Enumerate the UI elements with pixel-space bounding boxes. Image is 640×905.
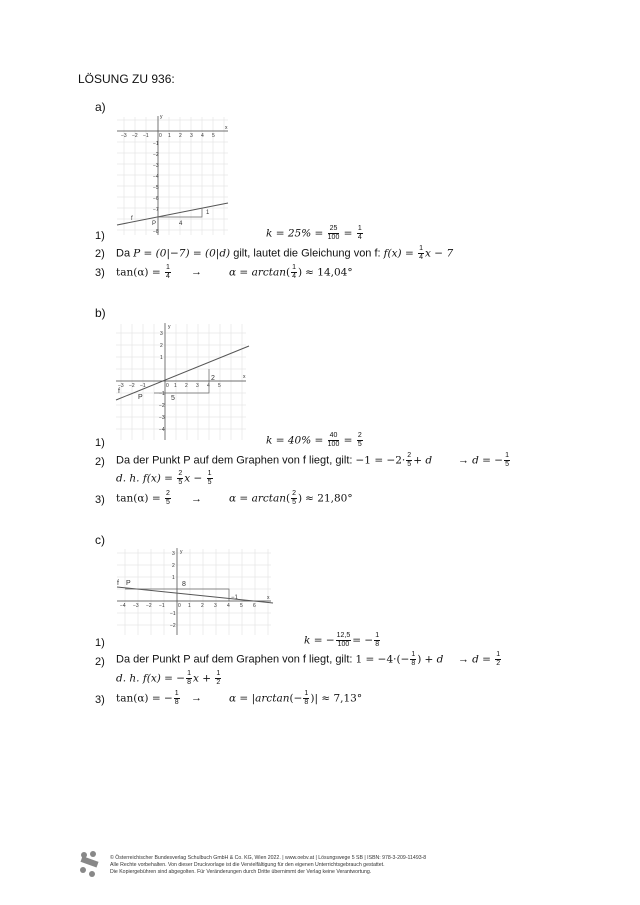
graph-c-rise-label: −1: [231, 595, 238, 601]
svg-text:2: 2: [185, 383, 188, 389]
part-c-num3: 3): [95, 694, 105, 706]
part-b-arrow: →: [191, 493, 202, 505]
svg-text:−5: −5: [153, 185, 159, 191]
svg-text:−4: −4: [153, 174, 159, 180]
svg-text:−7: −7: [153, 207, 159, 213]
svg-text:−1: −1: [140, 383, 146, 389]
part-a-k-frac1: $\frac{25}{100}$: [327, 225, 340, 241]
part-a-tan: tan(α) = $\frac{1}{4}$: [116, 264, 170, 280]
svg-text:4: 4: [201, 133, 204, 139]
svg-text:1: 1: [160, 355, 163, 361]
svg-text:4: 4: [207, 383, 210, 389]
svg-text:−2: −2: [146, 603, 152, 609]
part-a-alpha: α = arctan( $\frac{1}{4}$ ) ≈ 14,04°: [229, 264, 353, 280]
svg-text:−8: −8: [153, 229, 159, 235]
part-b-equation: Da der Punkt P auf dem Graphen von f liegt, gilt: −1 = −2· $\frac{2}{5}$ + d: [116, 452, 433, 468]
svg-text:y: y: [160, 114, 163, 120]
svg-text:5: 5: [218, 383, 221, 389]
svg-text:−3: −3: [118, 383, 124, 389]
part-a-equation: Da P = (0|−7) = (0|d) gilt, lautet die Gleichung von f: f(x) = $\frac{1}{4}$ x − 7: [116, 245, 454, 261]
svg-text:−1: −1: [170, 611, 176, 617]
part-b-function: d. h. f(x) = $\frac{2}{5}$ x − $\frac{1}{5}$: [116, 470, 212, 486]
part-b-alpha: α = arctan( $\frac{2}{5}$ ) ≈ 21,80°: [229, 490, 353, 506]
graph-c-f-label: f: [117, 580, 119, 587]
part-b-slope: k = 40% = $\frac{40}{100}$ = $\frac{2}{5}$: [266, 432, 362, 448]
svg-text:5: 5: [240, 603, 243, 609]
svg-text:3: 3: [190, 133, 193, 139]
svg-text:5: 5: [212, 133, 215, 139]
svg-text:4: 4: [227, 603, 230, 609]
part-c-equation: Da der Punkt P auf dem Graphen von f liegt, gilt: 1 = −4·(− $\frac{1}{8}$ ) + d: [116, 651, 444, 667]
svg-text:x: x: [225, 125, 228, 131]
part-c-function: d. h. f(x) = − $\frac{1}{8}$ x + $\frac{1}{2}$: [116, 670, 221, 686]
part-a-num2: 2): [95, 248, 105, 260]
svg-text:−1: −1: [159, 603, 165, 609]
svg-text:6: 6: [253, 603, 256, 609]
graph-b-p-label: P: [138, 394, 143, 401]
svg-text:−2: −2: [159, 403, 165, 409]
graph-b-run-label: 5: [171, 395, 175, 402]
svg-text:−3: −3: [121, 133, 127, 139]
svg-text:−3: −3: [159, 415, 165, 421]
footer-line-3: Die Kopiergebühren sind abgegolten. Für Veränderungen durch Dritte übernimmt der Verlag keine Verantwortung.: [110, 869, 372, 875]
part-b-label: b): [95, 306, 106, 320]
part-c-num1: 1): [95, 637, 105, 649]
graph-c-p-label: P: [126, 580, 131, 587]
svg-text:3: 3: [214, 603, 217, 609]
svg-text:1: 1: [172, 575, 175, 581]
graph-c-run-label: 8: [182, 581, 186, 588]
part-a-num3: 3): [95, 267, 105, 279]
part-a-k-frac2: $\frac{1}{4}$: [357, 225, 362, 241]
graph-a-run-label: 4: [179, 221, 183, 227]
svg-text:2: 2: [160, 343, 163, 349]
part-b-num3: 3): [95, 494, 105, 506]
footer: [110, 855, 426, 876]
svg-text:−2: −2: [170, 623, 176, 629]
svg-text:3: 3: [172, 551, 175, 557]
part-a-k-text: k = 25% =: [266, 227, 327, 240]
footer-line-2: Alle Rechte vorbehalten. Von dieser Druckvorlage ist die Vervielfältigung für den eigenen Unterrichtsgebrauch gestattet.: [110, 862, 385, 868]
svg-text:−3: −3: [133, 603, 139, 609]
svg-text:x: x: [243, 374, 246, 380]
publisher-logo-icon: [78, 850, 102, 878]
part-c-result: → d = $\frac{1}{2}$: [458, 651, 501, 667]
graph-a-f-label: f: [131, 216, 133, 222]
svg-text:y: y: [168, 324, 171, 330]
svg-text:2: 2: [172, 563, 175, 569]
svg-text:−4: −4: [120, 603, 126, 609]
part-c-tan: tan(α) = − $\frac{1}{8}$: [116, 690, 179, 706]
part-c-label: c): [95, 533, 105, 547]
graph-a: [113, 112, 233, 238]
part-a-slope: k = 25% = $\frac{25}{100}$ = $\frac{1}{4}$: [266, 225, 362, 241]
part-a-label: a): [95, 100, 106, 114]
graph-a-p-label: P: [152, 221, 157, 227]
graph-b-rise-label: 2: [211, 375, 215, 382]
svg-text:−3: −3: [153, 163, 159, 169]
svg-text:x: x: [267, 595, 270, 601]
svg-text:2: 2: [179, 133, 182, 139]
part-a-arrow: →: [191, 266, 202, 278]
svg-text:−2: −2: [129, 383, 135, 389]
svg-text:−1: −1: [159, 391, 165, 397]
svg-text:2: 2: [201, 603, 204, 609]
svg-text:3: 3: [160, 331, 163, 337]
part-c-alpha: α = |arctan(− $\frac{1}{8}$ )| ≈ 7,13°: [229, 690, 363, 706]
svg-text:−1: −1: [153, 141, 159, 147]
svg-text:−1: −1: [143, 133, 149, 139]
footer-line-1: © Österreichischer Bundesverlag Schulbuch GmbH & Co. KG, Wien 2022. | www.oebv.at | Lösungswege 5 SB | ISBN: 978-3-209-11493-8: [110, 855, 427, 861]
graph-b-f-label: f: [118, 388, 120, 395]
part-b-num1: 1): [95, 437, 105, 449]
svg-text:y: y: [180, 549, 183, 555]
part-a-num1: 1): [95, 230, 105, 242]
page-title: LÖSUNG ZU 936:: [78, 72, 175, 86]
svg-text:−2: −2: [132, 133, 138, 139]
svg-text:1: 1: [188, 603, 191, 609]
part-c-slope: k = − $\frac{12,5}{100}$ = − $\frac{1}{8}$: [304, 632, 380, 648]
svg-text:0: 0: [166, 383, 169, 389]
svg-text:1: 1: [174, 383, 177, 389]
svg-text:1: 1: [168, 133, 171, 139]
svg-text:−6: −6: [153, 196, 159, 202]
graph-a-line: [117, 203, 228, 225]
part-b-num2: 2): [95, 456, 105, 468]
graph-b: [113, 320, 251, 444]
svg-text:0: 0: [178, 603, 181, 609]
svg-text:−4: −4: [159, 427, 165, 433]
part-b-result: → d = − $\frac{1}{5}$: [458, 452, 509, 468]
svg-text:−2: −2: [153, 152, 159, 158]
graph-a-rise-label: 1: [206, 210, 210, 216]
svg-text:3: 3: [196, 383, 199, 389]
graph-c: [113, 545, 275, 637]
part-c-arrow: →: [191, 692, 202, 704]
part-c-num2: 2): [95, 656, 105, 668]
svg-text:0: 0: [159, 133, 162, 139]
part-b-tan: tan(α) = $\frac{2}{5}$: [116, 490, 170, 506]
